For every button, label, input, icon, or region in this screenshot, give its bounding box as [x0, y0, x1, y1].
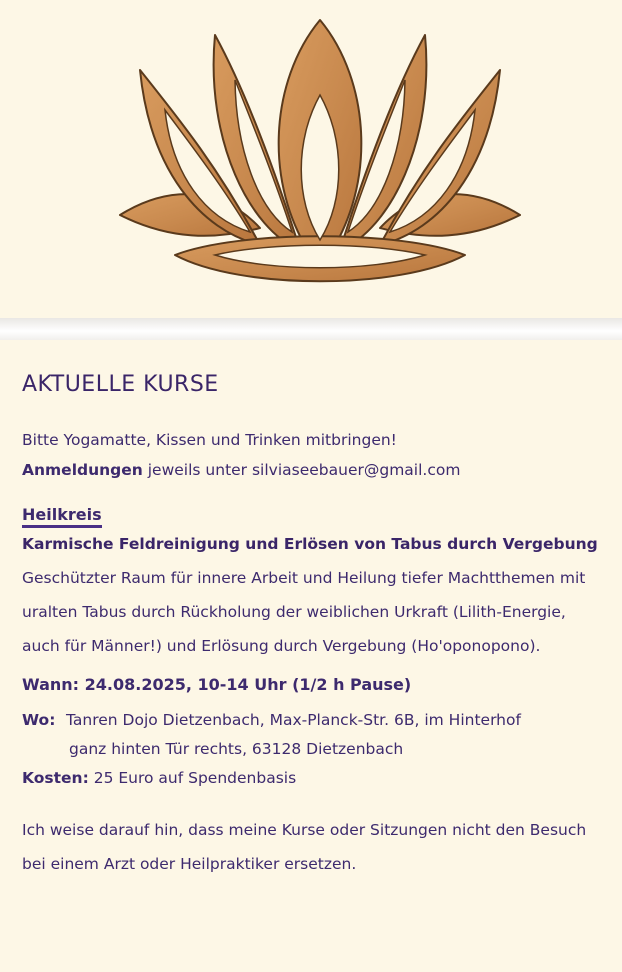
page-title: AKTUELLE KURSE: [22, 372, 219, 397]
intro-text: [22, 425, 600, 485]
registration-label: Anmeldungen: [22, 461, 143, 479]
course-description: Geschützter Raum für innere Arbeit und Heilung tiefer Machtthemen mit uralten Tabus durch Rückholung der weiblichen Urkraft (Lilith-Energie, auch für Männer!) und Erlösung durch Vergebung (Ho'oponopono).: [22, 569, 586, 655]
location-value: [66, 706, 521, 764]
header-image: [0, 0, 622, 340]
cost-value: 25 Euro auf Spendenbasis: [88, 769, 297, 787]
lotus-flower-icon: [0, 0, 622, 320]
disclaimer: Ich weise darauf hin, dass meine Kurse oder Sitzungen nicht den Besuch bei einem Arzt oder Heilpraktiker ersetzen.: [22, 821, 587, 873]
shelf-divider: [0, 318, 622, 340]
location-line-1: Tanren Dojo Dietzenbach, Max-Planck-Str. 6B, im Hinterhof: [66, 711, 521, 729]
location-label: Wo:: [22, 711, 56, 729]
course-heading: Heilkreis: [22, 505, 102, 528]
location-line-2: ganz hinten Tür rechts, 63128 Dietzenbach: [69, 740, 404, 758]
course-location: [22, 706, 600, 764]
course-cost: [22, 764, 600, 793]
registration-line: [22, 455, 600, 485]
course-date: Wann: 24.08.2025, 10-14 Uhr (1/2 h Pause): [22, 675, 412, 694]
main-content: [0, 372, 622, 881]
intro-line: Bitte Yogamatte, Kissen und Trinken mitbringen!: [22, 431, 397, 449]
cost-label: Kosten:: [22, 769, 89, 787]
course-subtitle: Karmische Feldreinigung und Erlösen von Tabus durch Vergebung: [22, 535, 598, 553]
registration-email: jeweils unter silviaseebauer@gmail.com: [142, 461, 461, 479]
